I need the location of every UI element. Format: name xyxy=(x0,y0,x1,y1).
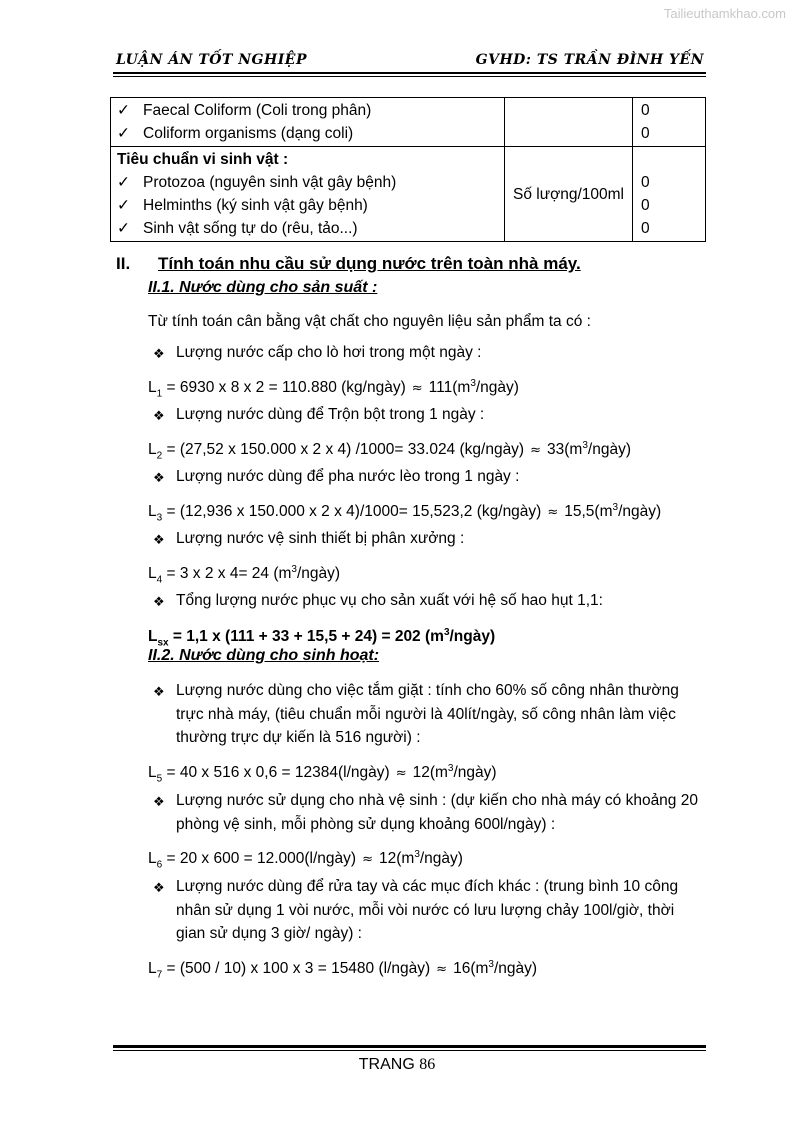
section-title: Tính toán nhu cầu sử dụng nước trên toàn nhà máy. xyxy=(158,254,581,273)
section-number: II. xyxy=(116,254,131,273)
formula-l1: $L_1 = 6930$ x 8 x 2 = 110.880 (kg/ngày) ≈ $111(m^3/ngày)$ xyxy=(148,378,519,400)
header-left: LUẬN ÁN TỐT NGHIỆP xyxy=(116,52,307,68)
list-item: Sinh vật sống tự do (rêu, tảo...) xyxy=(143,220,358,237)
page-label: TRANG xyxy=(358,1056,415,1073)
value: 0 xyxy=(641,220,650,237)
check-icon: ✓ xyxy=(117,219,130,237)
bullet-item xyxy=(153,589,703,615)
table-row xyxy=(111,147,706,242)
table-cell xyxy=(633,98,706,147)
bullet-item xyxy=(153,789,703,836)
bullet-text: Lượng nước vệ sinh thiết bị phân xưởng : xyxy=(176,530,465,547)
footer-rule-thin xyxy=(113,1050,706,1051)
page-number: 86 xyxy=(419,1056,436,1073)
intro-text: Từ tính toán cân bằng vật chất cho nguyên liệu sản phẩm ta có : xyxy=(148,313,591,330)
bullet-text: Lượng nước dùng để rửa tay và các mục đích khác : (trung bình 10 công nhân sử dụng 1 vòi nước, mỗi vòi nước có lưu lượng chảy 100l/giờ, thời gian sử dụng 3 giờ/ ngày) : xyxy=(176,878,679,942)
bullet-text: Lượng nước sử dụng cho nhà vệ sinh : (dự kiến cho nhà máy có khoảng 20 phòng vệ sinh, mỗi phòng sử dụng khoảng 600l/ngày) : xyxy=(176,792,698,833)
unit-cell: Số lượng/100ml xyxy=(505,147,633,242)
standards-table xyxy=(110,97,706,242)
formula-l2: $L_2 = (27,52$ x 150.000 x 2 x 4) /1000= 33.024 (kg/ngày) ≈ $33(m^3/ngày)$ xyxy=(148,440,631,462)
diamond-bullet-icon: ❖ xyxy=(153,533,165,548)
formula-l4: $L_4 = 3$ x 2 x 4= 24 $(m^3/ngày)$ xyxy=(148,564,341,586)
formula-l7: $L_7 = (500 / 10)$ x 100 x 3 = 15480 (l/ngày) ≈ $16(m^3/ngày)$ xyxy=(148,959,538,981)
bullet-item xyxy=(153,341,703,367)
formula-l6: $L_6 = 20$ x 600 = 12.000(l/ngày) ≈ $12(m^3/ngày)$ xyxy=(148,849,463,871)
bullet-item xyxy=(153,875,703,946)
check-icon: ✓ xyxy=(117,196,130,214)
diamond-bullet-icon: ❖ xyxy=(153,471,165,486)
diamond-bullet-icon: ❖ xyxy=(153,685,165,700)
bullet-item xyxy=(153,527,703,553)
formula-l5: $L_5 = 40$ x 516 x 0,6 = 12384(l/ngày) ≈ $12(m^3/ngày)$ xyxy=(148,763,497,785)
table-cell xyxy=(111,98,505,147)
diamond-bullet-icon: ❖ xyxy=(153,409,165,424)
table-cell xyxy=(111,147,505,242)
page-footer xyxy=(0,1056,794,1074)
subsection-title-2: II.2. Nước dùng cho sinh hoạt: xyxy=(148,647,380,664)
subsection-title-1: II.1. Nước dùng cho sản suất : xyxy=(148,279,378,296)
header-rule-thin xyxy=(113,76,706,77)
value: 0 xyxy=(641,197,650,214)
list-item: Coliform organisms (dạng coli) xyxy=(143,125,354,142)
table-cell xyxy=(505,98,633,147)
list-item: Helminths (ký sinh vật gây bệnh) xyxy=(143,197,368,214)
header-rule xyxy=(113,72,706,74)
diamond-bullet-icon: ❖ xyxy=(153,795,165,810)
footer-rule xyxy=(113,1045,706,1048)
list-item: Protozoa (nguyên sinh vật gây bệnh) xyxy=(143,174,397,191)
formula-lsx: $L_{sx} = 1,1$ x (111 + 33 + 15,5 + 24) = 202 $(m^3/ngày)$ xyxy=(148,627,496,649)
check-icon: ✓ xyxy=(117,173,130,191)
bullet-text: Lượng nước cấp cho lò hơi trong một ngày : xyxy=(176,344,482,361)
table-heading: Tiêu chuẩn vi sinh vật : xyxy=(117,151,289,168)
header-right: GVHD: TS TRẦN ĐÌNH YẾN xyxy=(475,52,704,68)
diamond-bullet-icon: ❖ xyxy=(153,595,165,610)
table-row xyxy=(111,98,706,147)
bullet-item xyxy=(153,403,703,429)
formula-l3: $L_3 = (12,936$ x 150.000 x 2 x 4)/1000= 15,523,2 (kg/ngày) ≈ $15,5(m^3/ngày)$ xyxy=(148,502,662,524)
list-item: Faecal Coliform (Coli trong phân) xyxy=(143,102,372,119)
value: 0 xyxy=(641,102,650,119)
bullet-text: Lượng nước dùng cho việc tắm giặt : tính cho 60% số công nhân thường trực nhà máy, (tiêu chuẩn mỗi người là 40lít/ngày, số công nhân làm việc thường trực dự kiến là 516 người) : xyxy=(176,682,679,746)
bullet-text: Lượng nước dùng để Trộn bột trong 1 ngày : xyxy=(176,406,485,423)
table-cell xyxy=(633,147,706,242)
watermark: Tailieuthamkhao.com xyxy=(663,6,786,21)
bullet-item xyxy=(153,679,703,750)
bullet-text: Tổng lượng nước phục vụ cho sản xuất với hệ số hao hụt 1,1: xyxy=(176,592,603,609)
value: 0 xyxy=(641,125,650,142)
diamond-bullet-icon: ❖ xyxy=(153,347,165,362)
check-icon: ✓ xyxy=(117,124,130,142)
value: 0 xyxy=(641,174,650,191)
check-icon: ✓ xyxy=(117,101,130,119)
section-heading xyxy=(116,254,581,274)
diamond-bullet-icon: ❖ xyxy=(153,881,165,896)
bullet-item xyxy=(153,465,703,491)
bullet-text: Lượng nước dùng để pha nước lèo trong 1 ngày : xyxy=(176,468,520,485)
